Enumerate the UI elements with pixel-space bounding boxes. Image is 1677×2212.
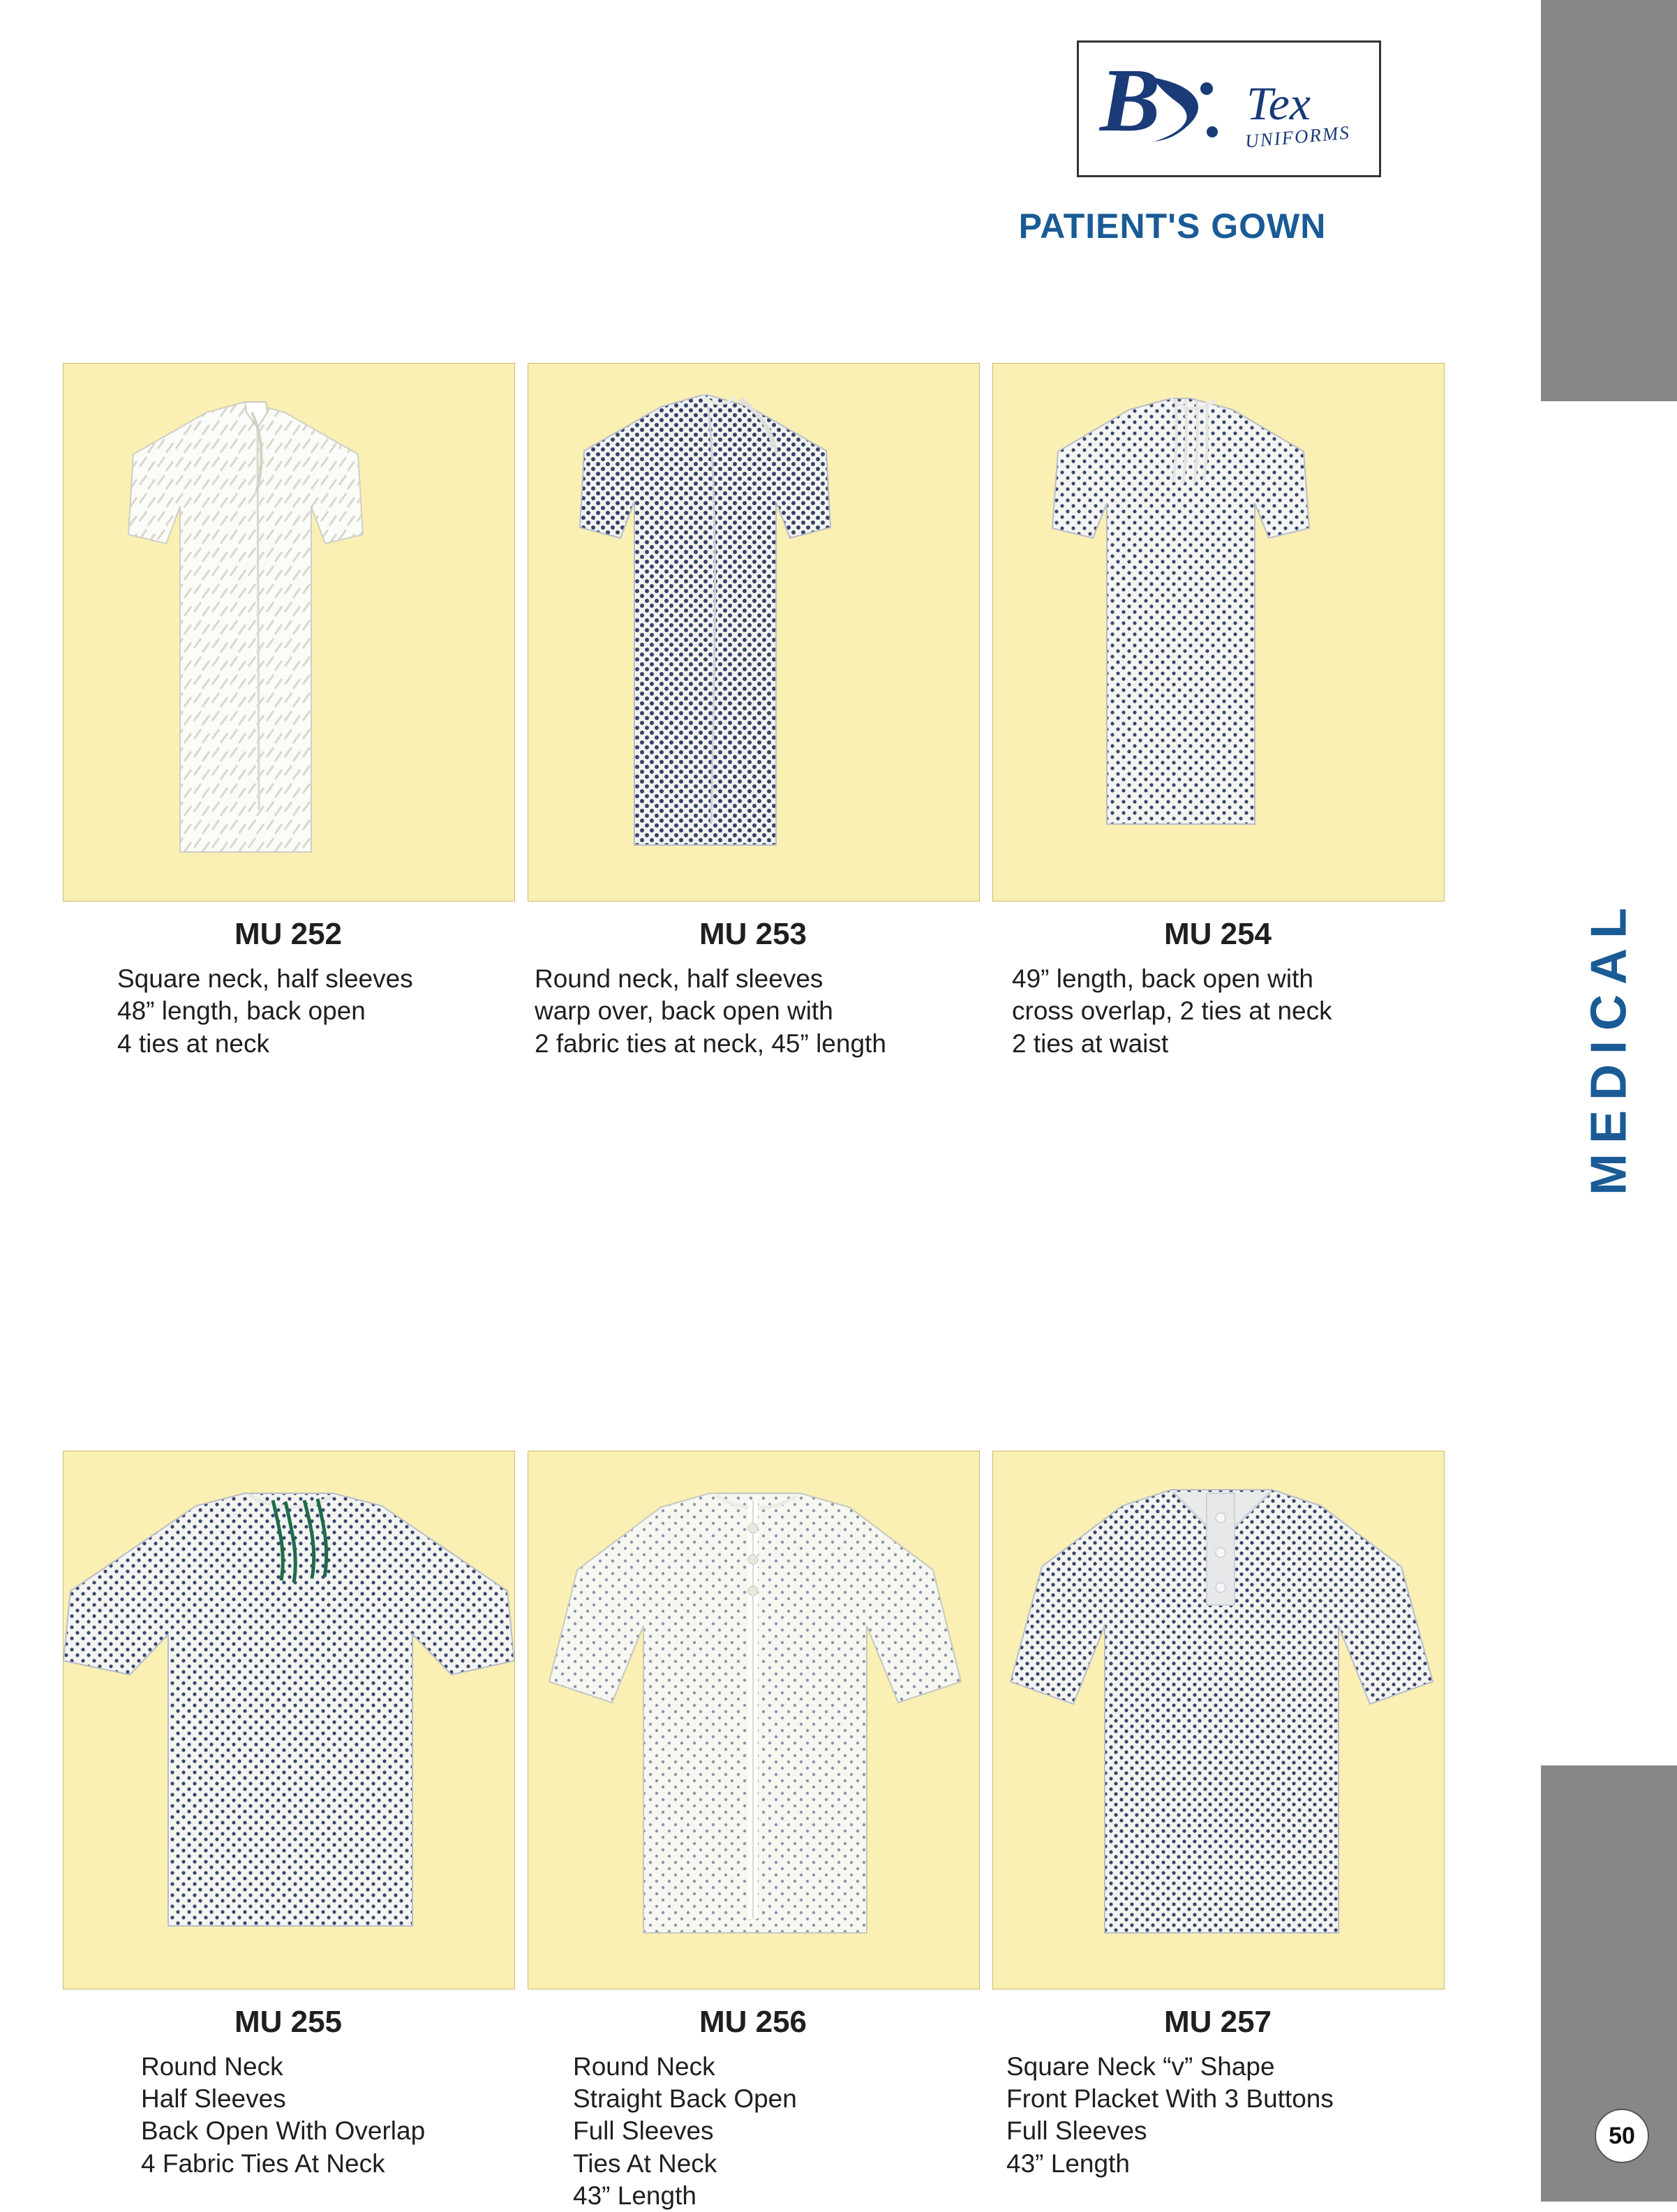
gown-illustration [528, 1451, 979, 1989]
gown-illustration [64, 1451, 514, 1989]
description-line: Round Neck [141, 2052, 283, 2081]
description-line: 43” Length [573, 2181, 696, 2210]
product-code: MU 253 [699, 917, 807, 951]
description-line: Full Sleeves [1006, 2116, 1147, 2146]
description-line: 43” Length [1006, 2149, 1130, 2178]
description-line: Straight Back Open [573, 2084, 797, 2113]
product-description [992, 963, 1443, 1060]
logo-swoosh-icon [1145, 70, 1229, 151]
description-line: Round Neck [573, 2052, 715, 2081]
product-code: MU 257 [1163, 2004, 1272, 2039]
product-card [63, 363, 514, 1060]
description-line: 49” length, back open with [1012, 964, 1313, 993]
product-card [992, 1451, 1443, 2212]
gown-illustration [993, 1451, 1444, 1989]
product-description [992, 2051, 1443, 2180]
logo-letter-b: B [1100, 50, 1161, 151]
product-card [63, 1451, 514, 2212]
gown-illustration [64, 364, 514, 901]
product-description [528, 963, 978, 1060]
description-line: Full Sleeves [573, 2116, 714, 2146]
product-photo [992, 1451, 1445, 1989]
product-code: MU 255 [234, 2004, 343, 2039]
product-code: MU 254 [1163, 917, 1272, 951]
description-line: Square neck, half sleeves [117, 964, 413, 993]
description-line: Square Neck “v” Shape [1006, 2052, 1275, 2081]
product-photo [528, 1451, 980, 1989]
product-photo [992, 363, 1445, 902]
description-line: Half Sleeves [141, 2084, 286, 2113]
category-label: MEDICAL [1581, 898, 1637, 1195]
logo-text-tex: Tex [1246, 77, 1311, 130]
page-number-badge: 50 [1595, 2109, 1649, 2163]
product-description [63, 2051, 514, 2180]
description-line: Back Open With Overlap [141, 2116, 426, 2146]
product-code: MU 252 [234, 917, 343, 951]
product-code: MU 256 [699, 2004, 807, 2039]
product-row [63, 1451, 1445, 2212]
description-line: 48” length, back open [117, 996, 366, 1026]
description-line: 4 ties at neck [117, 1029, 270, 1058]
product-description [528, 2051, 978, 2212]
description-line: 2 fabric ties at neck, 45” length [535, 1029, 886, 1058]
description-line: Round neck, half sleeves [535, 964, 823, 993]
description-line: 4 Fabric Ties At Neck [141, 2149, 385, 2178]
company-logo [1077, 40, 1381, 177]
description-line: cross overlap, 2 ties at neck [1012, 996, 1332, 1026]
product-card [992, 363, 1443, 1060]
gown-illustration [993, 364, 1444, 901]
side-band-top-block [1541, 0, 1677, 401]
description-line: warp over, back open with [535, 996, 833, 1026]
product-card [528, 1451, 978, 2212]
description-line: Ties At Neck [573, 2149, 717, 2178]
gown-illustration [528, 364, 979, 901]
description-line: Front Placket With 3 Buttons [1006, 2084, 1334, 2113]
logo-text-uniforms: UNIFORMS [1244, 121, 1351, 152]
product-photo [63, 363, 515, 902]
product-description [63, 963, 514, 1060]
description-line: 2 ties at waist [1012, 1029, 1169, 1058]
product-grid [63, 363, 1445, 2212]
product-photo [528, 363, 980, 902]
product-photo [63, 1451, 515, 1989]
side-band [1541, 0, 1677, 2202]
product-card [528, 363, 978, 1060]
product-row [63, 363, 1445, 1060]
page-title: PATIENT'S GOWN [1018, 207, 1327, 246]
